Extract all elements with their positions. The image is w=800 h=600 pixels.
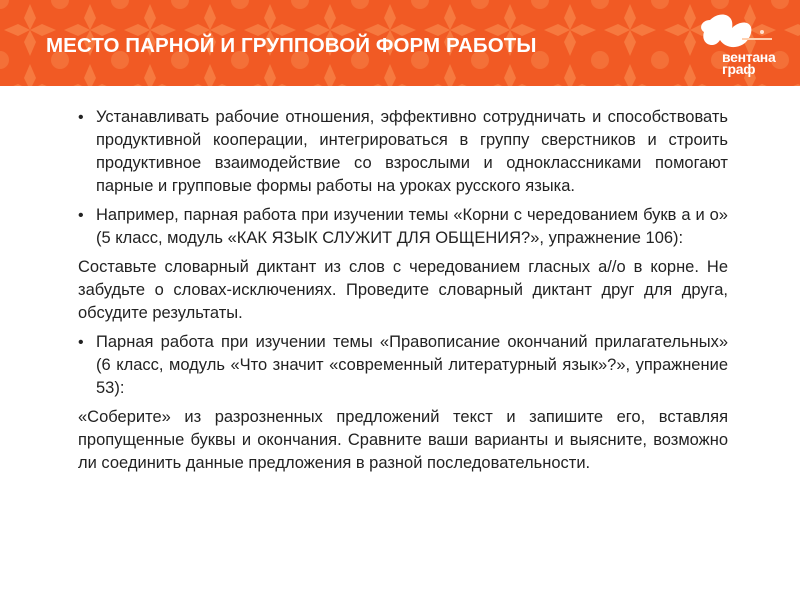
slide-title: МЕСТО ПАРНОЙ И ГРУППОВОЙ ФОРМ РАБОТЫ: [46, 34, 537, 57]
task-paragraph: «Соберите» из разрозненных предложений текст и запишите его, вставляя пропущенные буквы и окончания. Сравните ваши варианты и выясните, возможно ли соединить данные предложения в разной последовательности.: [78, 408, 728, 472]
bullet-marker: •: [78, 207, 84, 224]
logo-line-1: вентана: [722, 49, 776, 65]
slide-header: [0, 0, 800, 86]
publisher-logo-text: [722, 51, 775, 75]
bullet-text: Например, парная работа при изучении темы «Корни с чередованием букв а и о» (5 класс, модуль «КАК ЯЗЫК СЛУЖИТ ДЛЯ ОБЩЕНИЯ?», упражнение 106):: [96, 206, 728, 247]
bullet-item: [78, 331, 728, 400]
bullet-item: [78, 106, 728, 198]
bullet-marker: •: [78, 334, 84, 351]
slide-body: [78, 106, 728, 481]
task-paragraph: Составьте словарный диктант из слов с чередованием гласных а//о в корне. Не забудьте о словах-исключениях. Проведите словарный диктант друг для друга, обсудите результаты.: [78, 258, 728, 322]
bullet-text: Устанавливать рабочие отношения, эффективно сотрудничать и способствовать продуктивной кооперации, интегрироваться в группу сверстников и строить продуктивное взаимодействие со взрослыми и одноклассниками помогают парные и групповые формы работы на уроках русского языка.: [96, 108, 728, 195]
bullet-item: [78, 204, 728, 250]
logo-line-2: граф: [722, 61, 756, 77]
bullet-marker: •: [78, 109, 84, 126]
bullet-text: Парная работа при изучении темы «Правописание окончаний прилагательных» (6 класс, модуль «Что значит «современный литературный язык»?», упражнение 53):: [96, 333, 728, 397]
